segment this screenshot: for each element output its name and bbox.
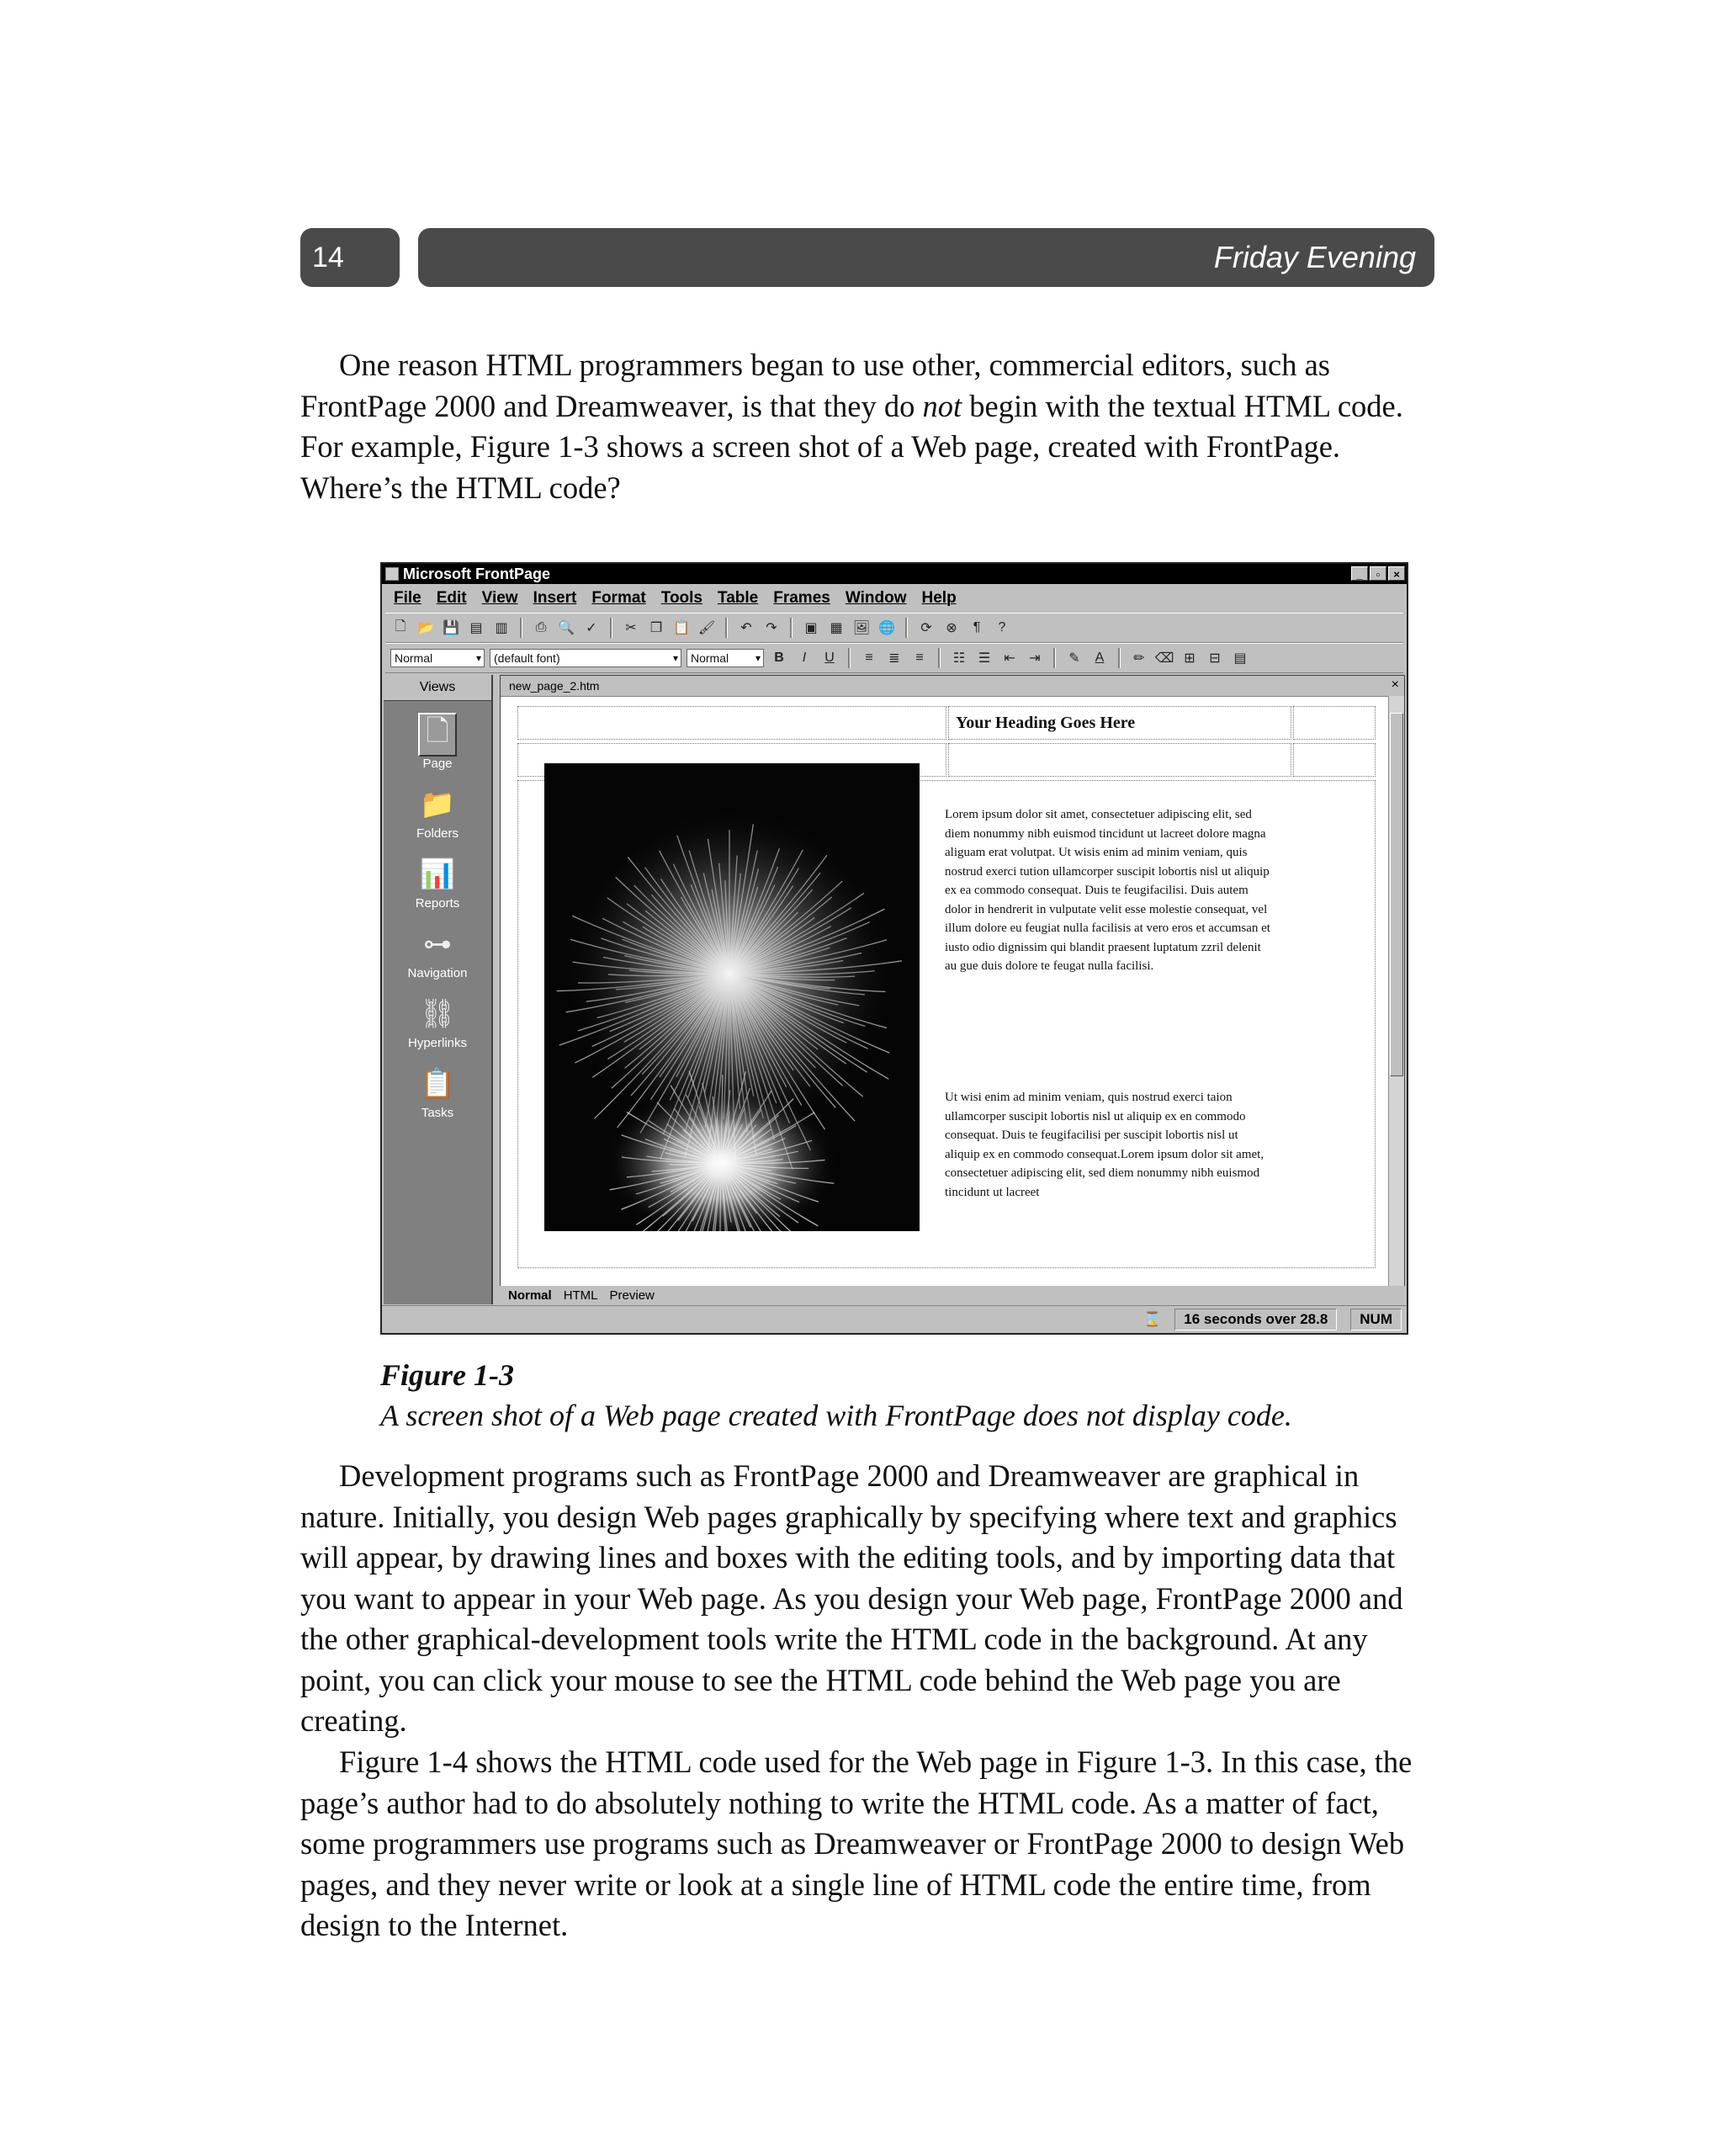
lorem-paragraph-1: Lorem ipsum dolor sit amet, consectetuer adipiscing elit, sed diem nonummy nibh euismod tincidunt ut lacreet dolore magna aliguam erat volutpat. Ut wisis enim ad minim veniam, quis nostrud exerci tution ullamcorper suscipit lobortis nisl ut aliquip ex ea commodo consequat. Duis te feugifacilisi. Duis autem dolor in hendrerit in vulputate velit esse molestie consequat, vel illum dolore eu feugiat nulla facilisis at vero eros et accumsan et iusto odio dignissim qui blandit praesent luptatum zzril delenit au gue duis dolore te feugat nulla facilisi. — [945, 808, 1270, 973]
tab-preview[interactable]: Preview — [609, 1288, 655, 1303]
insert-table-icon[interactable]: ▦ — [830, 621, 843, 635]
view-navigation[interactable] — [384, 922, 491, 980]
vertical-scrollbar[interactable] — [1388, 696, 1404, 1288]
merge-cells-icon[interactable]: ⊟ — [1209, 651, 1221, 666]
status-bar — [382, 1305, 1407, 1333]
heading-cell[interactable]: Your Heading Goes Here — [948, 706, 1291, 740]
document-tab[interactable] — [501, 676, 1404, 697]
maximize-icon[interactable]: ▫ — [1370, 566, 1386, 581]
paragraph-intro — [300, 345, 1434, 508]
toolbar-separator — [848, 648, 851, 668]
table-cell[interactable] — [517, 706, 946, 740]
menu-format[interactable]: Format — [591, 589, 646, 607]
increase-indent-icon[interactable]: ⇥ — [1029, 651, 1041, 666]
open-icon[interactable]: 📂 — [417, 621, 434, 635]
view-tasks[interactable] — [384, 1062, 491, 1120]
view-label: Page — [422, 757, 453, 771]
align-left-icon[interactable]: ≡ — [865, 651, 873, 665]
frontpage-screenshot — [380, 562, 1408, 1335]
paragraph-development-programs: Development programs such as FrontPage 2000 and Dreamweaver are graphical in nature. Initially, you design Web pages graphically by specifying where text and graphics will appear, by drawing lines and boxes with the editing tools, and by importing data that you want to appear in your Web page. As you design your Web page, FrontPage 2000 and the other graphical-development tools write the HTML code in the background. At any point, you can click your mouse to see the HTML code behind the Web page you are creating. — [300, 1458, 1403, 1738]
emphasis-not: not — [922, 388, 962, 423]
paste-icon[interactable]: 📋 — [673, 621, 690, 635]
highlight-icon[interactable]: ✎ — [1068, 651, 1080, 666]
style-select[interactable]: Normal ▾ — [390, 649, 485, 667]
hyperlink-icon[interactable]: 🌐 — [878, 621, 895, 635]
view-reports[interactable] — [384, 852, 491, 911]
tab-html[interactable]: HTML — [563, 1288, 598, 1303]
save-icon[interactable]: 💾 — [443, 621, 459, 635]
navigation-icon: ⊶ — [423, 928, 452, 960]
fireworks-image[interactable] — [544, 763, 920, 1231]
menu-bar — [382, 586, 1407, 611]
table-cell[interactable] — [1293, 706, 1376, 740]
download-time: 16 seconds over 28.8 — [1174, 1309, 1337, 1330]
print-icon[interactable]: ⎙ — [535, 620, 547, 635]
view-label: Navigation — [407, 966, 468, 980]
font-select[interactable]: (default font) ▾ — [490, 649, 681, 667]
app-icon — [385, 567, 399, 581]
formatting-toolbar — [385, 643, 1403, 673]
numbering-icon[interactable]: ☷ — [952, 651, 966, 666]
close-icon[interactable]: × — [1388, 566, 1405, 581]
spelling-icon[interactable]: ✓ — [586, 621, 597, 635]
view-mode-tabs — [500, 1286, 1405, 1304]
size-select[interactable]: Normal ▾ — [687, 649, 764, 667]
decrease-indent-icon[interactable]: ⇤ — [1004, 651, 1015, 666]
draw-table-icon[interactable]: ✏ — [1133, 651, 1145, 666]
menu-frames[interactable]: Frames — [773, 589, 830, 607]
views-bar — [384, 675, 493, 1304]
figure-label: Figure 1-3 — [380, 1358, 515, 1392]
menu-view[interactable]: View — [481, 589, 518, 607]
toolbar-separator — [1053, 648, 1056, 668]
view-folders[interactable] — [384, 783, 491, 841]
toolbar-separator — [1118, 648, 1121, 668]
scrollbar-thumb[interactable] — [1390, 713, 1403, 1076]
split-cells-icon[interactable]: ⊞ — [1184, 651, 1195, 666]
publish-icon[interactable]: ▤ — [469, 621, 483, 635]
table-properties-icon[interactable]: ▤ — [1233, 651, 1247, 666]
toolbar-separator — [905, 618, 908, 638]
align-right-icon[interactable]: ≡ — [915, 651, 924, 665]
menu-table[interactable]: Table — [718, 589, 759, 607]
menu-window[interactable]: Window — [845, 589, 907, 607]
copy-icon[interactable]: ❐ — [649, 621, 663, 635]
paragraph-intro-b: begin with the textual HTML code. For example, Figure 1-3 shows a screen shot of a Web page, created with FrontPage. Where’s the HTML code? — [300, 388, 1403, 505]
eraser-icon[interactable]: ⌫ — [1154, 651, 1174, 666]
cut-icon[interactable]: ✂ — [625, 621, 637, 635]
num-lock-indicator: NUM — [1350, 1309, 1402, 1330]
figure-caption-text: A screen shot of a Web page created with FrontPage does not display code. — [380, 1399, 1292, 1432]
page-editor[interactable] — [500, 675, 1405, 1304]
figure-caption — [380, 1355, 1474, 1436]
close-document-icon[interactable]: × — [1391, 677, 1399, 692]
hyperlinks-icon: ⛓ — [419, 998, 456, 1030]
view-label: Folders — [416, 826, 459, 841]
view-label: Tasks — [421, 1106, 454, 1120]
table-cell[interactable] — [948, 743, 1291, 777]
reports-icon: 📊 — [419, 858, 456, 890]
preview-icon[interactable]: 🔍 — [558, 621, 575, 635]
new-page-icon[interactable]: 🗋 — [395, 619, 406, 634]
view-label: Reports — [415, 896, 460, 911]
standard-toolbar — [385, 613, 1403, 643]
menu-tools[interactable]: Tools — [660, 589, 703, 607]
stop-icon[interactable]: ⊗ — [946, 621, 957, 635]
italic-icon[interactable]: I — [802, 651, 807, 665]
underline-icon[interactable]: U — [824, 651, 835, 665]
show-all-icon[interactable]: ¶ — [973, 620, 981, 635]
bold-icon[interactable]: B — [774, 651, 784, 665]
align-center-icon[interactable]: ≣ — [888, 651, 900, 666]
toolbar-separator — [520, 618, 522, 638]
toolbar-separator — [610, 618, 612, 638]
running-head: Friday Evening — [418, 228, 1434, 287]
toolbar-separator — [790, 618, 793, 638]
folder-list-icon[interactable]: ▥ — [495, 621, 508, 635]
page-icon: 🗋 — [418, 713, 457, 757]
tasks-icon: 📋 — [419, 1068, 456, 1100]
format-painter-icon[interactable]: 🖌 — [697, 621, 716, 635]
menu-file[interactable]: File — [394, 589, 421, 607]
redo-icon[interactable]: ↷ — [766, 621, 777, 635]
lorem-paragraph-2: Ut wisi enim ad minim veniam, quis nostrud exerci taion ullamcorper suscipit lobortis nisl ut aliquip ex en commodo consequat. Duis te feugifacilisi per suscipit lobortis nisl ut aliquip ex en commodo consequat.Lorem ipsum dolor sit amet, consectetuer adipiscing elit, sed diem nonummy nibh euismod tincidunt ut lacreet — [945, 1091, 1264, 1199]
view-hyperlinks[interactable] — [384, 992, 491, 1050]
insert-picture-icon[interactable]: 🖼 — [852, 621, 871, 635]
help-icon[interactable]: ? — [998, 620, 1006, 635]
document-name: new_page_2.htm — [509, 679, 600, 693]
menu-insert[interactable]: Insert — [533, 589, 577, 607]
menu-edit[interactable]: Edit — [436, 589, 467, 607]
toolbar-separator — [725, 618, 728, 638]
folder-icon: 📁 — [419, 789, 456, 820]
toolbar-separator — [938, 648, 941, 668]
views-header: Views — [384, 675, 491, 701]
paragraph-figure-1-4: Figure 1-4 shows the HTML code used for the Web page in Figure 1-3. In this case, the page’s author had to do absolutely nothing to write the HTML code. As a matter of fact, some programmers use programs such as Dreamweaver or FrontPage 2000 to design Web pages, and they never write or look at a single line of HTML code the entire time, from design to the Internet. — [300, 1744, 1413, 1942]
paragraph-intro-a: One reason HTML programmers began to use other, commercial editors, such as FrontPage 2000 and Dreamweaver, is that they do — [300, 348, 1330, 423]
refresh-icon[interactable]: ⟳ — [920, 621, 932, 635]
fireworks-graphic — [544, 763, 920, 1231]
hourglass-icon: ⌛ — [1143, 1311, 1162, 1327]
menu-help[interactable]: Help — [921, 589, 957, 607]
undo-icon[interactable]: ↶ — [740, 621, 752, 635]
font-color-icon[interactable]: A — [1095, 651, 1105, 665]
page-number: 14 — [300, 228, 400, 287]
tab-normal[interactable]: Normal — [508, 1288, 552, 1303]
view-page[interactable] — [384, 713, 491, 771]
minimize-icon[interactable]: _ — [1351, 566, 1368, 581]
table-cell[interactable] — [1293, 743, 1376, 777]
bullets-icon[interactable]: ☰ — [978, 651, 991, 666]
title-bar — [382, 564, 1407, 584]
window-title: Microsoft FrontPage — [403, 565, 551, 582]
insert-component-icon[interactable]: ▣ — [804, 621, 818, 635]
view-label: Hyperlinks — [407, 1036, 468, 1050]
